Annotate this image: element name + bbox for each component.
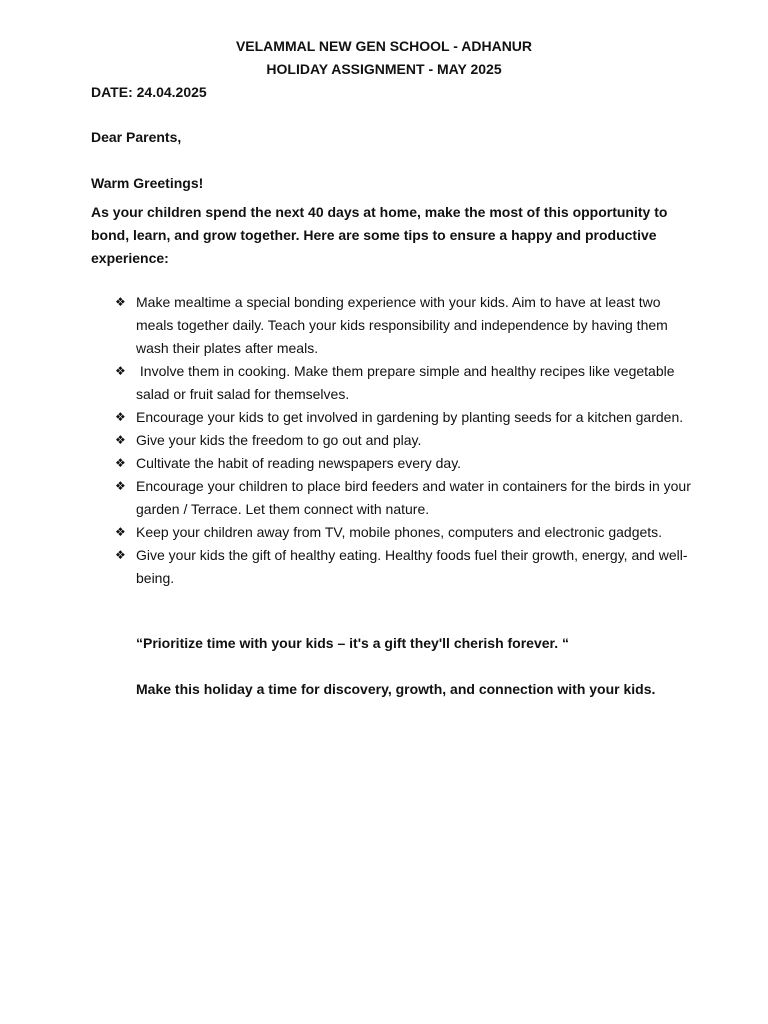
diamond-bullet-icon: ❖ <box>115 364 126 378</box>
diamond-bullet-icon: ❖ <box>115 479 126 493</box>
tip-text: Encourage your kids to get involved in gardening by planting seeds for a kitchen garden. <box>136 409 684 425</box>
list-item <box>115 521 695 544</box>
list-item <box>115 291 695 360</box>
list-item <box>115 406 695 429</box>
diamond-bullet-icon: ❖ <box>115 548 126 562</box>
intro-paragraph: As your children spend the next 40 days at home, make the most of this opportunity to bond, learn, and grow together. Here are some tips to ensure a happy and productive experience: <box>91 204 668 266</box>
greeting: Warm Greetings! <box>91 175 204 191</box>
assignment-title-heading: HOLIDAY ASSIGNMENT - MAY 2025 <box>266 61 502 77</box>
tip-text: Give your kids the freedom to go out and play. <box>136 432 422 448</box>
list-item <box>115 475 695 521</box>
tip-text: Make mealtime a special bonding experience with your kids. Aim to have at least two meals together daily. Teach your kids responsibility and independence by having them wash their plates after meals. <box>136 294 668 356</box>
tip-text: Encourage your children to place bird feeders and water in containers for the birds in your garden / Terrace. Let them connect with nature. <box>136 478 691 517</box>
tip-text: Cultivate the habit of reading newspapers every day. <box>136 455 462 471</box>
tips-list <box>115 291 695 590</box>
list-item <box>115 544 695 590</box>
tip-text: Involve them in cooking. Make them prepare simple and healthy recipes like vegetable salad or fruit salad for themselves. <box>136 363 679 402</box>
diamond-bullet-icon: ❖ <box>115 295 126 309</box>
salutation: Dear Parents, <box>91 129 182 145</box>
quote-line: “Prioritize time with your kids – it's a gift they'll cherish forever. “ <box>136 635 569 651</box>
closing-line: Make this holiday a time for discovery, growth, and connection with your kids. <box>136 681 656 697</box>
list-item <box>115 429 695 452</box>
diamond-bullet-icon: ❖ <box>115 456 126 470</box>
list-item <box>115 360 695 406</box>
tip-text: Keep your children away from TV, mobile phones, computers and electronic gadgets. <box>136 524 663 540</box>
school-name-heading: VELAMMAL NEW GEN SCHOOL - ADHANUR <box>235 38 533 54</box>
list-item <box>115 452 695 475</box>
diamond-bullet-icon: ❖ <box>115 410 126 424</box>
date-line: DATE: 24.04.2025 <box>91 84 207 100</box>
diamond-bullet-icon: ❖ <box>115 433 126 447</box>
diamond-bullet-icon: ❖ <box>115 525 126 539</box>
tip-text: Give your kids the gift of healthy eating. Healthy foods fuel their growth, energy, and well-being. <box>136 547 688 586</box>
